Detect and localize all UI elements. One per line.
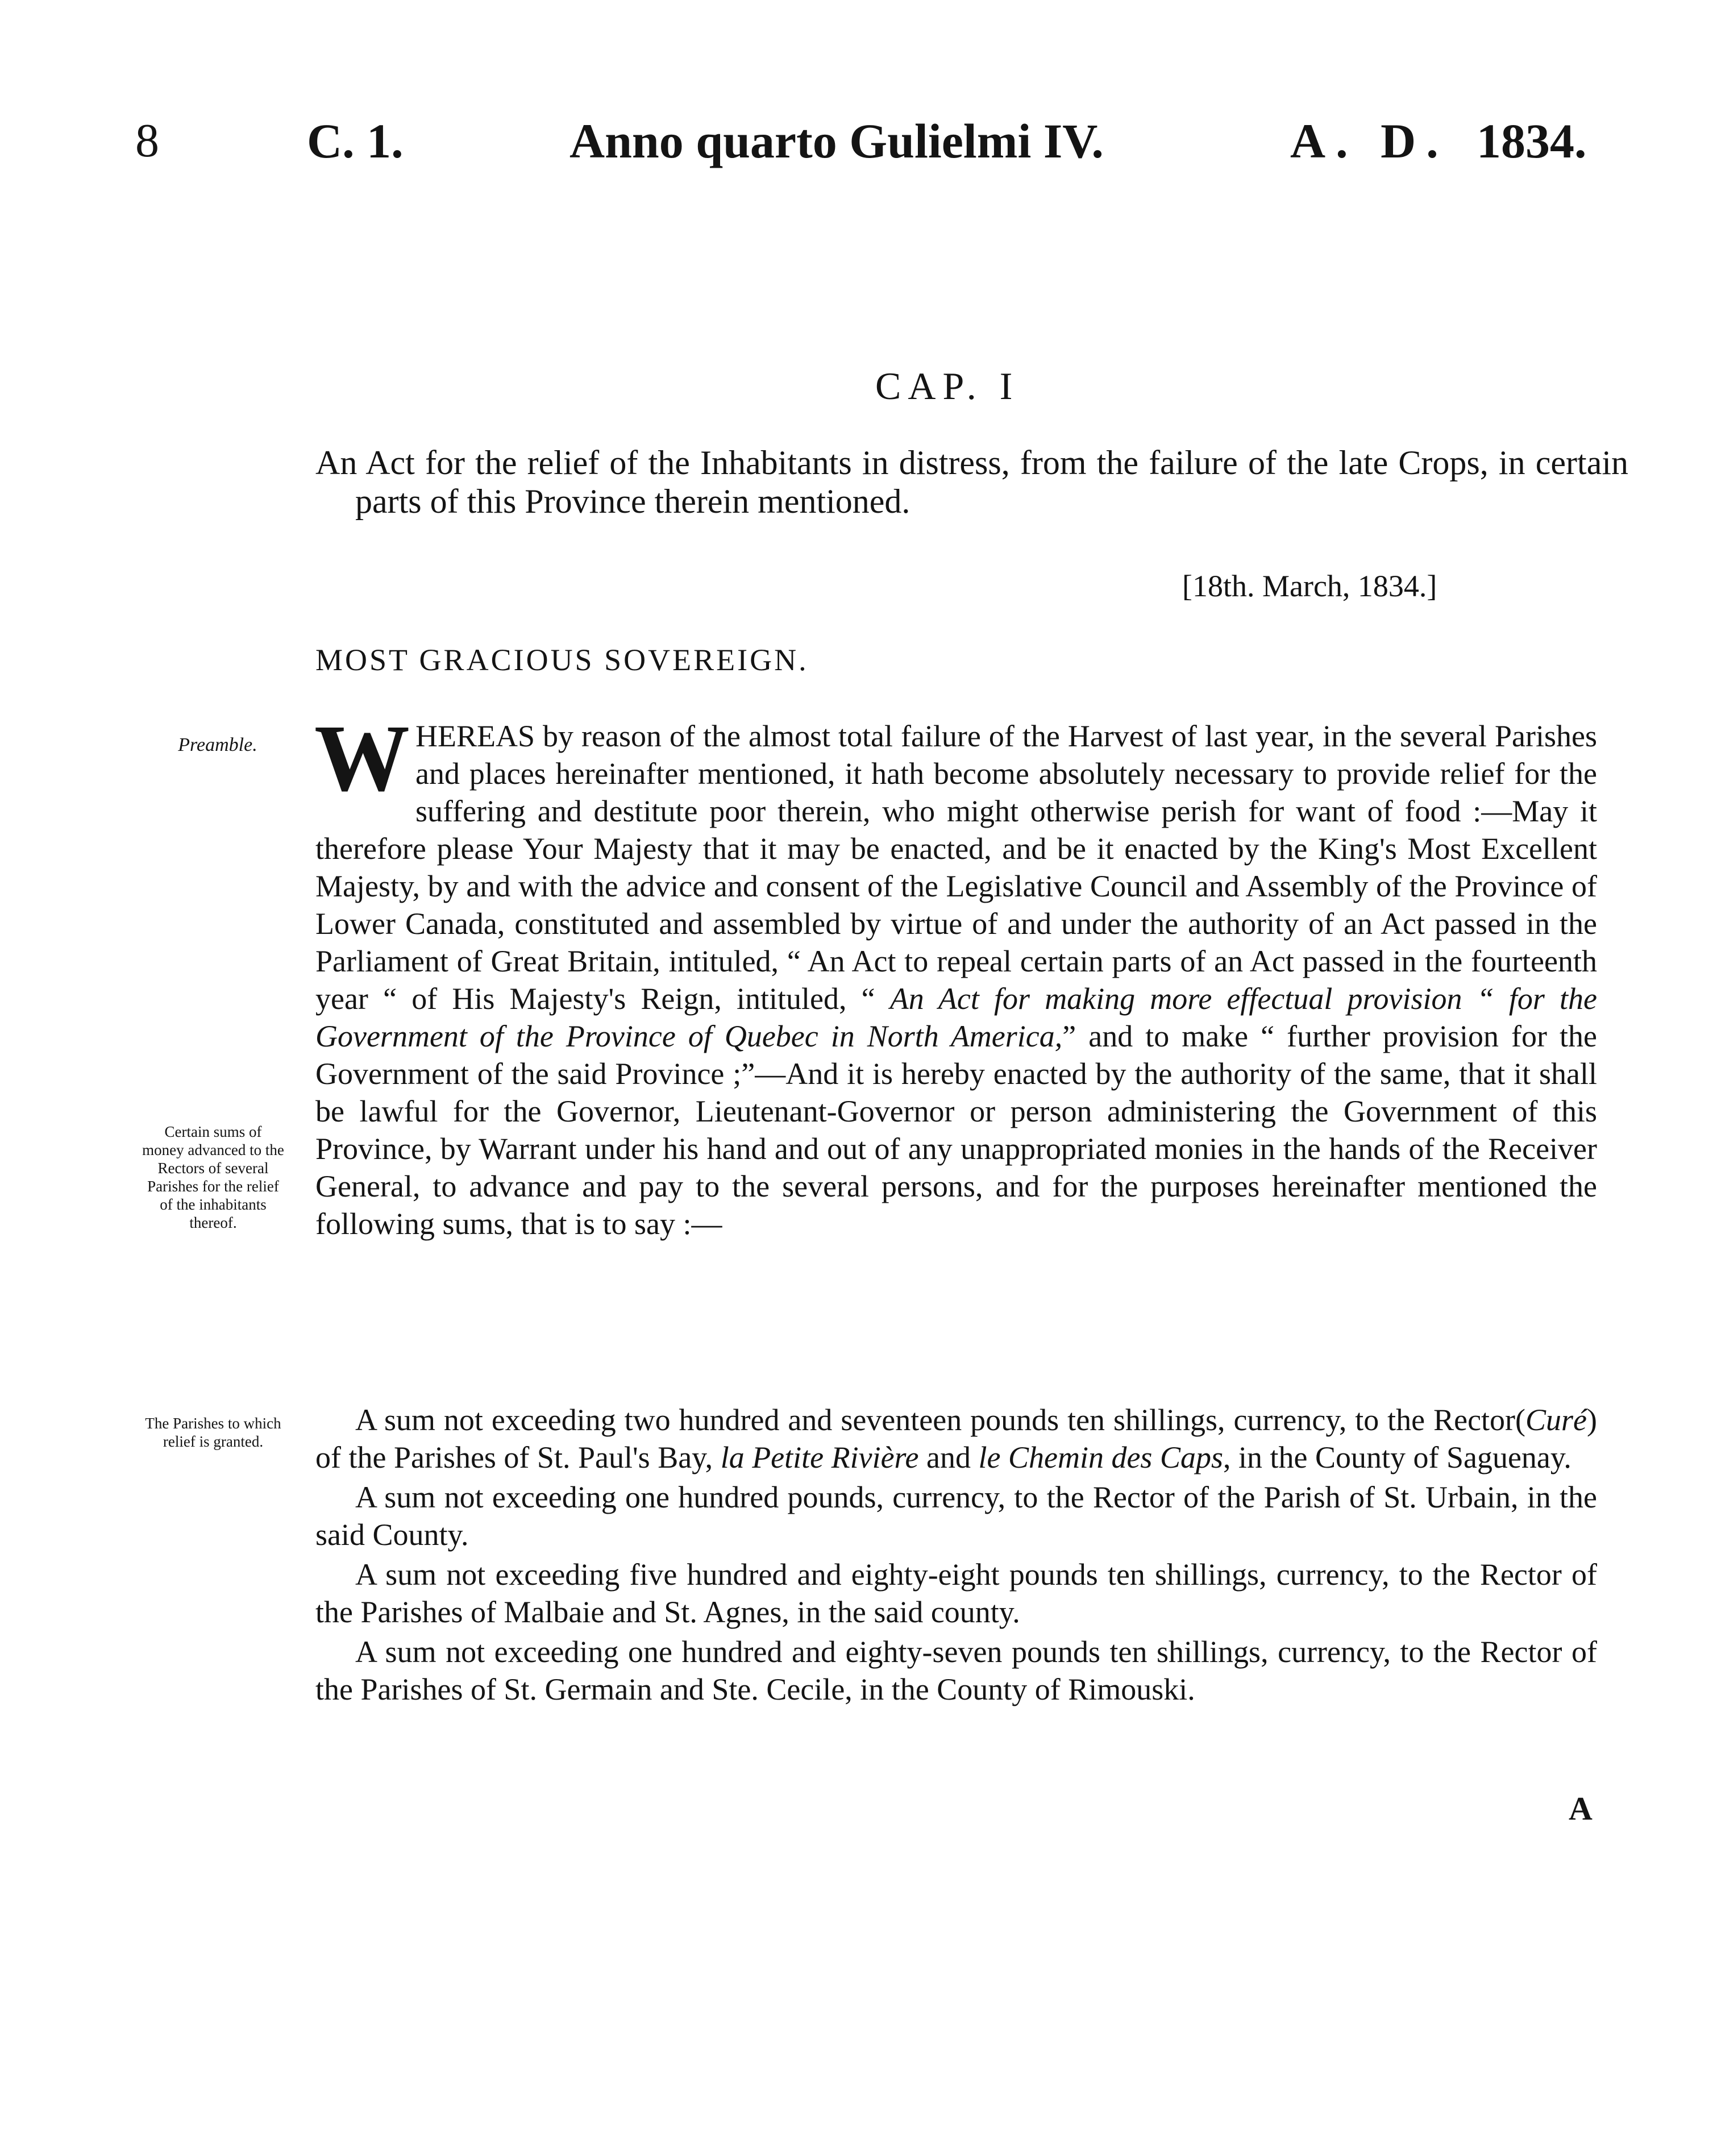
clause-1-and: and — [918, 1440, 979, 1474]
running-header — [0, 107, 1713, 175]
preamble-text-2: ” and to make “ further provision for the Government of the said Province ;”—And it is hereby enacted by the authority of the same, that it shall be lawful for the Governor, Lieutenant-Governor or person administering the Government of this Province, by Warrant under his hand and out of any unappropriated monies in the hands of the Receiver General, to advance and pay to the several persons, and for the purposes hereinafter mentioned the following sums, that is to say :— — [315, 1019, 1597, 1241]
clause-malbaie: A sum not exceeding five hundred and eighty-eight pounds ten shillings, currency, to the Rector of the Parishes of Malbaie and St. Agnes, in the said county. — [315, 1557, 1597, 1629]
preamble-paragraph — [314, 705, 1597, 1243]
clause-1-cure: Curé — [1525, 1403, 1587, 1437]
page-number: 8 — [135, 114, 159, 167]
anno-domini: A. D. — [1290, 114, 1449, 168]
clause-1-text-b: ) of the Parishes of St. Paul's Bay, — [315, 1403, 1597, 1474]
clause-rimouski: A sum not exceeding one hundred and eighty-seven pounds ten shillings, currency, to the Rector of the Parishes of St. Germain and Ste. Cecile, in the County of Rimouski. — [315, 1635, 1597, 1706]
address-line: MOST GRACIOUS SOVEREIGN. — [315, 643, 809, 677]
marginal-note-parishes: The Parishes to which relief is granted. — [145, 1415, 281, 1450]
act-title: An Act for the relief of the Inhabitants in distress, from the failure of the late Crops, in certain parts of this Province therein mentioned. — [315, 444, 1628, 520]
drop-cap: W — [314, 705, 406, 811]
clause-saguenay — [315, 1401, 1597, 1476]
marginal-note-sums-advanced: Certain sums of money advanced to the Rectors of several Parishes for the relief of the inhabitants thereof. — [142, 1123, 284, 1231]
regnal-year: Anno quarto Gulielmi IV. — [569, 114, 1104, 168]
clause-1-chemin-des-caps: le Chemin des Caps — [978, 1440, 1223, 1474]
clause-1-text-c: , in the County of Saguenay. — [1223, 1440, 1571, 1474]
clauses-section — [315, 1401, 1597, 1710]
catchword: A — [1569, 1790, 1593, 1827]
marginal-note-preamble: Preamble. — [178, 734, 257, 755]
clause-st-urbain: A sum not exceeding one hundred pounds, currency, to the Rector of the Parish of St. Urbain, in the said County. — [315, 1480, 1597, 1552]
preamble-text-1: HEREAS by reason of the almost total failure of the Harvest of last year, in the several Parishes and places hereinafter mentioned, it hath become absolutely necessary to provide relief for the suffering and destitute poor therein, who might otherwise perish for want of food :—May it therefore please Your Majesty that it may be enacted, and be it enacted by the King's Most Excellent Majesty, by and with the advice and consent of the Legislative Council and Assembly of the Province of Lower Canada, constituted and assembled by virtue of and under the authority of an Act passed in the Parliament of Great Britain, intituled, “ An Act to repeal certain parts of an Act passed in the fourteenth year “ of His Majesty's Reign, intituled, “ — [315, 719, 1597, 1016]
act-date: [18th. March, 1834.] — [1182, 569, 1437, 603]
chapter-heading: CAP. I — [875, 364, 1020, 408]
preamble-italic-title: An Act for making more effectual provision “ for the Government of the Province of Quebec in North America, — [315, 982, 1597, 1053]
chapter-number: C. 1. — [307, 114, 404, 168]
clause-1-petite-riviere: la Petite Rivière — [720, 1440, 919, 1474]
header-year: 1834. — [1477, 114, 1587, 168]
clause-1-text-a: A sum not exceeding two hundred and seventeen pounds ten shillings, currency, to the Rector( — [355, 1403, 1526, 1437]
